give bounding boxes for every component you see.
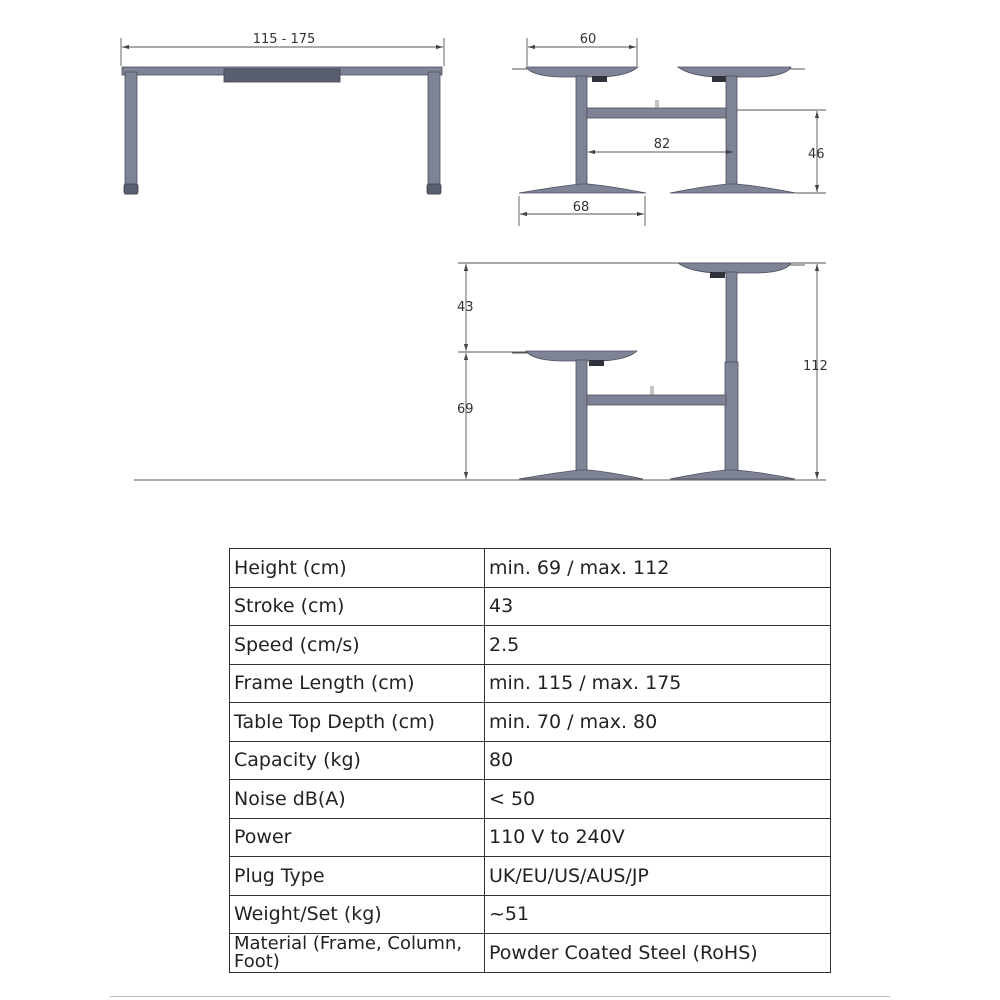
- extended-left-foot: [519, 470, 643, 479]
- front-left-foot-cap: [124, 184, 138, 194]
- table-row: [230, 703, 831, 742]
- extended-right-foot: [670, 470, 795, 479]
- value-cell: ~51: [485, 895, 831, 934]
- parameter-cell: Noise dB(A): [230, 780, 485, 819]
- parameter-cell: Material (Frame, Column, Foot): [230, 934, 485, 973]
- side-view-seated: [512, 32, 826, 226]
- right-motor-box: [712, 76, 727, 82]
- min-height-label: 69: [457, 402, 474, 417]
- parameter-cell: Table Top Depth (cm): [230, 703, 485, 742]
- table-row: [230, 549, 831, 588]
- beam-height-label: 46: [808, 147, 825, 162]
- beam-length-label: 82: [653, 137, 671, 152]
- seated-crossbeam: [587, 108, 726, 118]
- right-column: [726, 76, 737, 188]
- value-cell: 110 V to 240V: [485, 818, 831, 857]
- value-cell: < 50: [485, 780, 831, 819]
- value-cell: Powder Coated Steel (RoHS): [485, 934, 831, 973]
- table-row: [230, 626, 831, 665]
- table-row: [230, 857, 831, 896]
- front-right-foot-cap: [427, 184, 441, 194]
- table-row: [230, 934, 831, 973]
- right-foot: [670, 184, 796, 193]
- left-support-arm: [526, 67, 638, 77]
- parameter-cell: Capacity (kg): [230, 741, 485, 780]
- foot-length-label: 68: [572, 200, 590, 215]
- raised-support-arm: [678, 263, 791, 273]
- value-cell: min. 69 / max. 112: [485, 549, 831, 588]
- front-left-leg: [125, 72, 137, 194]
- front-right-leg: [428, 72, 440, 194]
- value-cell: min. 115 / max. 175: [485, 664, 831, 703]
- table-row: [230, 664, 831, 703]
- parameter-cell: Frame Length (cm): [230, 664, 485, 703]
- parameter-cell: Stroke (cm): [230, 587, 485, 626]
- table-row: [230, 818, 831, 857]
- side-view-extended: [134, 263, 828, 480]
- left-foot: [519, 184, 646, 193]
- parameter-cell: Power: [230, 818, 485, 857]
- table-row: [230, 780, 831, 819]
- parameter-cell: Weight/Set (kg): [230, 895, 485, 934]
- extended-crossbeam: [587, 395, 726, 405]
- raised-motor-box: [710, 272, 725, 278]
- lowered-column: [576, 360, 587, 475]
- stroke-label: 43: [457, 300, 474, 315]
- frame-length-label: 115 - 175: [252, 32, 316, 47]
- table-row: [230, 895, 831, 934]
- right-support-arm: [678, 67, 791, 77]
- left-motor-box: [592, 76, 607, 82]
- parameter-cell: Speed (cm/s): [230, 626, 485, 665]
- table-row: [230, 587, 831, 626]
- lowered-motor-box: [589, 360, 604, 366]
- value-cell: 43: [485, 587, 831, 626]
- specification-table: [229, 548, 831, 973]
- table-row: [230, 741, 831, 780]
- parameter-cell: Height (cm): [230, 549, 485, 588]
- lowered-support-arm: [526, 351, 637, 361]
- value-cell: UK/EU/US/AUS/JP: [485, 857, 831, 896]
- bottom-divider: [110, 996, 890, 997]
- front-view: [121, 32, 444, 194]
- value-cell: min. 70 / max. 80: [485, 703, 831, 742]
- value-cell: 2.5: [485, 626, 831, 665]
- left-column: [576, 76, 587, 188]
- front-control-housing: [224, 69, 340, 82]
- top-width-label: 60: [579, 32, 597, 47]
- raised-column-lower: [725, 362, 738, 475]
- parameter-cell: Plug Type: [230, 857, 485, 896]
- value-cell: 80: [485, 741, 831, 780]
- raised-column-upper: [726, 272, 737, 364]
- max-height-label: 112: [803, 359, 828, 374]
